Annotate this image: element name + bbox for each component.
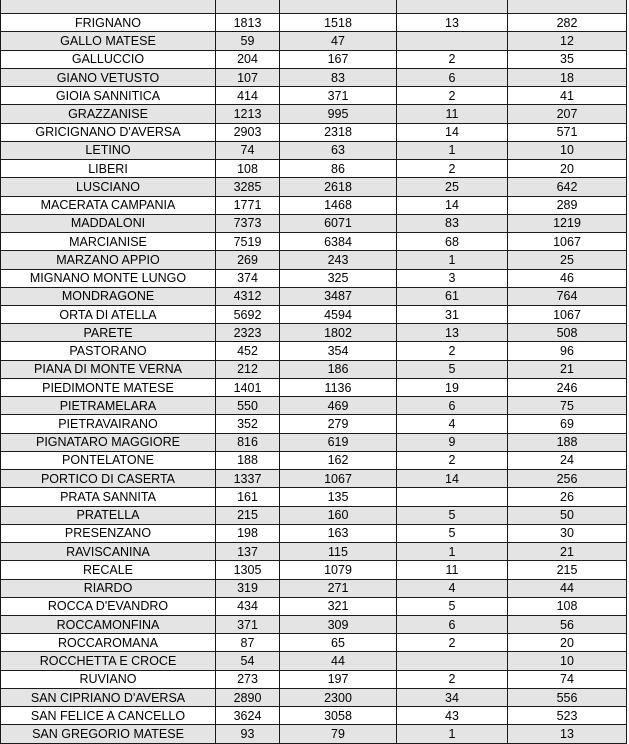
value-cell-2: 309 <box>280 615 397 633</box>
value-cell-1: 1813 <box>216 14 280 32</box>
value-cell-1 <box>216 0 280 14</box>
table-row <box>1 32 627 50</box>
value-cell-3: 1 <box>397 725 508 743</box>
value-cell-3: 43 <box>397 707 508 725</box>
value-cell-3: 5 <box>397 597 508 615</box>
value-cell-1: 2323 <box>216 324 280 342</box>
table-row <box>1 14 627 32</box>
municipality-cell: MARZANO APPIO <box>1 251 216 269</box>
value-cell-3: 2 <box>397 451 508 469</box>
municipality-cell: ROCCHETTA E CROCE <box>1 652 216 670</box>
municipality-cell: PIANA DI MONTE VERNA <box>1 360 216 378</box>
municipality-cell: MACERATA CAMPANIA <box>1 196 216 214</box>
municipality-cell: MARCIANISE <box>1 233 216 251</box>
municipality-cell: PRATELLA <box>1 506 216 524</box>
value-cell-3: 5 <box>397 506 508 524</box>
value-cell-3: 14 <box>397 470 508 488</box>
table-row <box>1 342 627 360</box>
municipality-cell: RUVIANO <box>1 670 216 688</box>
value-cell-1: 1305 <box>216 561 280 579</box>
value-cell-2: 321 <box>280 597 397 615</box>
value-cell-4: 20 <box>508 634 627 652</box>
table-row <box>1 178 627 196</box>
table-row <box>1 670 627 688</box>
value-cell-4: 26 <box>508 488 627 506</box>
value-cell-2: 1067 <box>280 470 397 488</box>
value-cell-3: 11 <box>397 561 508 579</box>
value-cell-4: 188 <box>508 433 627 451</box>
table-row <box>1 688 627 706</box>
table-row <box>1 287 627 305</box>
value-cell-3: 2 <box>397 50 508 68</box>
value-cell-2 <box>280 0 397 14</box>
municipality-cell: GALLO MATESE <box>1 32 216 50</box>
value-cell-1: 269 <box>216 251 280 269</box>
value-cell-4: 764 <box>508 287 627 305</box>
value-cell-3: 19 <box>397 378 508 396</box>
value-cell-3: 68 <box>397 233 508 251</box>
value-cell-3: 13 <box>397 324 508 342</box>
table-row <box>1 214 627 232</box>
value-cell-4: 1067 <box>508 233 627 251</box>
value-cell-2: 271 <box>280 579 397 597</box>
value-cell-2: 469 <box>280 397 397 415</box>
value-cell-4: 215 <box>508 561 627 579</box>
table-row <box>1 470 627 488</box>
municipality-cell: MADDALONI <box>1 214 216 232</box>
value-cell-4: 35 <box>508 50 627 68</box>
value-cell-2: 2618 <box>280 178 397 196</box>
value-cell-3: 1 <box>397 251 508 269</box>
value-cell-4: 289 <box>508 196 627 214</box>
value-cell-3: 13 <box>397 14 508 32</box>
table-row <box>1 141 627 159</box>
value-cell-3 <box>397 0 508 14</box>
municipality-cell: PIETRAMELARA <box>1 397 216 415</box>
table-row <box>1 597 627 615</box>
table-row <box>1 543 627 561</box>
value-cell-4: 282 <box>508 14 627 32</box>
value-cell-1: 87 <box>216 634 280 652</box>
value-cell-4: 108 <box>508 597 627 615</box>
municipality-cell: RIARDO <box>1 579 216 597</box>
value-cell-1: 452 <box>216 342 280 360</box>
value-cell-1: 816 <box>216 433 280 451</box>
value-cell-2: 371 <box>280 87 397 105</box>
value-cell-4: 69 <box>508 415 627 433</box>
value-cell-2: 6384 <box>280 233 397 251</box>
municipality-cell: PRESENZANO <box>1 524 216 542</box>
value-cell-4: 20 <box>508 160 627 178</box>
municipality-cell <box>1 0 216 14</box>
value-cell-2: 1518 <box>280 14 397 32</box>
table-row <box>1 725 627 743</box>
municipality-cell: ROCCAROMANA <box>1 634 216 652</box>
value-cell-3 <box>397 652 508 670</box>
value-cell-1: 215 <box>216 506 280 524</box>
value-cell-1: 93 <box>216 725 280 743</box>
municipality-cell: SAN CIPRIANO D'AVERSA <box>1 688 216 706</box>
value-cell-4: 96 <box>508 342 627 360</box>
value-cell-2: 6071 <box>280 214 397 232</box>
municipality-cell: LIBERI <box>1 160 216 178</box>
value-cell-2: 325 <box>280 269 397 287</box>
table-row <box>1 87 627 105</box>
value-cell-3: 34 <box>397 688 508 706</box>
table-row <box>1 105 627 123</box>
value-cell-2: 160 <box>280 506 397 524</box>
value-cell-3: 6 <box>397 615 508 633</box>
municipality-cell: MIGNANO MONTE LUNGO <box>1 269 216 287</box>
value-cell-2: 4594 <box>280 305 397 323</box>
table-row <box>1 305 627 323</box>
municipality-cell: GRAZZANISE <box>1 105 216 123</box>
value-cell-1: 74 <box>216 141 280 159</box>
municipality-cell: PIGNATARO MAGGIORE <box>1 433 216 451</box>
value-cell-4: 642 <box>508 178 627 196</box>
value-cell-4: 21 <box>508 360 627 378</box>
value-cell-1: 5692 <box>216 305 280 323</box>
value-cell-1: 7373 <box>216 214 280 232</box>
municipality-cell: ROCCAMONFINA <box>1 615 216 633</box>
value-cell-1: 161 <box>216 488 280 506</box>
value-cell-3: 31 <box>397 305 508 323</box>
municipality-cell: GIANO VETUSTO <box>1 68 216 86</box>
municipality-cell: PIEDIMONTE MATESE <box>1 378 216 396</box>
value-cell-3: 5 <box>397 524 508 542</box>
value-cell-3: 1 <box>397 141 508 159</box>
value-cell-2: 163 <box>280 524 397 542</box>
value-cell-2: 2300 <box>280 688 397 706</box>
value-cell-4: 523 <box>508 707 627 725</box>
table-row <box>1 196 627 214</box>
municipality-cell: LUSCIANO <box>1 178 216 196</box>
value-cell-3: 9 <box>397 433 508 451</box>
value-cell-1: 414 <box>216 87 280 105</box>
table-row <box>1 50 627 68</box>
municipality-cell: PONTELATONE <box>1 451 216 469</box>
value-cell-1: 1213 <box>216 105 280 123</box>
value-cell-1: 3285 <box>216 178 280 196</box>
table-body <box>1 0 627 743</box>
value-cell-1: 54 <box>216 652 280 670</box>
table-row <box>1 579 627 597</box>
value-cell-1: 108 <box>216 160 280 178</box>
value-cell-2: 619 <box>280 433 397 451</box>
value-cell-2: 2318 <box>280 123 397 141</box>
value-cell-4: 21 <box>508 543 627 561</box>
value-cell-4: 12 <box>508 32 627 50</box>
value-cell-4: 41 <box>508 87 627 105</box>
value-cell-4: 75 <box>508 397 627 415</box>
value-cell-3: 4 <box>397 579 508 597</box>
value-cell-2: 354 <box>280 342 397 360</box>
municipality-cell: PIETRAVAIRANO <box>1 415 216 433</box>
value-cell-4: 74 <box>508 670 627 688</box>
value-cell-3: 6 <box>397 68 508 86</box>
value-cell-3: 2 <box>397 87 508 105</box>
value-cell-1: 204 <box>216 50 280 68</box>
table-row <box>1 0 627 14</box>
table-row <box>1 123 627 141</box>
value-cell-4: 256 <box>508 470 627 488</box>
value-cell-2: 44 <box>280 652 397 670</box>
value-cell-3: 61 <box>397 287 508 305</box>
value-cell-3: 1 <box>397 543 508 561</box>
value-cell-1: 198 <box>216 524 280 542</box>
table-row <box>1 324 627 342</box>
value-cell-4: 30 <box>508 524 627 542</box>
value-cell-1: 137 <box>216 543 280 561</box>
value-cell-2: 83 <box>280 68 397 86</box>
value-cell-2: 279 <box>280 415 397 433</box>
value-cell-4: 1067 <box>508 305 627 323</box>
value-cell-3: 3 <box>397 269 508 287</box>
value-cell-3: 14 <box>397 196 508 214</box>
value-cell-2: 47 <box>280 32 397 50</box>
value-cell-2: 162 <box>280 451 397 469</box>
value-cell-3 <box>397 488 508 506</box>
value-cell-3: 83 <box>397 214 508 232</box>
value-cell-2: 1079 <box>280 561 397 579</box>
table-row <box>1 397 627 415</box>
table-row <box>1 378 627 396</box>
value-cell-1: 59 <box>216 32 280 50</box>
municipality-cell: PORTICO DI CASERTA <box>1 470 216 488</box>
municipality-cell: SAN FELICE A CANCELLO <box>1 707 216 725</box>
value-cell-4: 13 <box>508 725 627 743</box>
table-row <box>1 251 627 269</box>
value-cell-4: 556 <box>508 688 627 706</box>
table-row <box>1 561 627 579</box>
municipality-cell: PARETE <box>1 324 216 342</box>
value-cell-3: 2 <box>397 160 508 178</box>
municipality-cell: PASTORANO <box>1 342 216 360</box>
value-cell-4: 1219 <box>508 214 627 232</box>
value-cell-3: 5 <box>397 360 508 378</box>
value-cell-1: 212 <box>216 360 280 378</box>
table-row <box>1 269 627 287</box>
value-cell-4: 508 <box>508 324 627 342</box>
table-row <box>1 415 627 433</box>
value-cell-2: 186 <box>280 360 397 378</box>
value-cell-1: 2890 <box>216 688 280 706</box>
value-cell-2: 3487 <box>280 287 397 305</box>
value-cell-2: 3058 <box>280 707 397 725</box>
value-cell-3 <box>397 32 508 50</box>
value-cell-4: 10 <box>508 652 627 670</box>
value-cell-4: 18 <box>508 68 627 86</box>
table-row <box>1 160 627 178</box>
value-cell-2: 197 <box>280 670 397 688</box>
municipality-cell: GRICIGNANO D'AVERSA <box>1 123 216 141</box>
value-cell-4 <box>508 0 627 14</box>
value-cell-1: 352 <box>216 415 280 433</box>
value-cell-1: 3624 <box>216 707 280 725</box>
value-cell-1: 550 <box>216 397 280 415</box>
table-row <box>1 233 627 251</box>
value-cell-2: 167 <box>280 50 397 68</box>
table-row <box>1 707 627 725</box>
value-cell-2: 65 <box>280 634 397 652</box>
value-cell-1: 188 <box>216 451 280 469</box>
table-row <box>1 488 627 506</box>
value-cell-1: 7519 <box>216 233 280 251</box>
value-cell-4: 46 <box>508 269 627 287</box>
value-cell-2: 1136 <box>280 378 397 396</box>
value-cell-3: 2 <box>397 342 508 360</box>
value-cell-1: 374 <box>216 269 280 287</box>
value-cell-3: 14 <box>397 123 508 141</box>
table-row <box>1 634 627 652</box>
value-cell-4: 571 <box>508 123 627 141</box>
value-cell-1: 371 <box>216 615 280 633</box>
table-row <box>1 524 627 542</box>
municipality-cell: GIOIA SANNITICA <box>1 87 216 105</box>
municipality-cell: RAVISCANINA <box>1 543 216 561</box>
value-cell-3: 2 <box>397 634 508 652</box>
value-cell-3: 25 <box>397 178 508 196</box>
municipality-cell: MONDRAGONE <box>1 287 216 305</box>
municipality-cell: SAN GREGORIO MATESE <box>1 725 216 743</box>
value-cell-1: 1771 <box>216 196 280 214</box>
table-row <box>1 360 627 378</box>
table-row <box>1 68 627 86</box>
value-cell-1: 2903 <box>216 123 280 141</box>
table-row <box>1 506 627 524</box>
value-cell-1: 434 <box>216 597 280 615</box>
municipality-cell: GALLUCCIO <box>1 50 216 68</box>
municipality-cell: PRATA SANNITA <box>1 488 216 506</box>
table-row <box>1 433 627 451</box>
municipality-cell: RECALE <box>1 561 216 579</box>
value-cell-4: 246 <box>508 378 627 396</box>
value-cell-3: 4 <box>397 415 508 433</box>
table-row <box>1 615 627 633</box>
value-cell-3: 2 <box>397 670 508 688</box>
value-cell-2: 1468 <box>280 196 397 214</box>
value-cell-1: 107 <box>216 68 280 86</box>
value-cell-1: 1337 <box>216 470 280 488</box>
value-cell-3: 6 <box>397 397 508 415</box>
value-cell-3: 11 <box>397 105 508 123</box>
value-cell-1: 4312 <box>216 287 280 305</box>
value-cell-4: 10 <box>508 141 627 159</box>
value-cell-2: 243 <box>280 251 397 269</box>
value-cell-2: 86 <box>280 160 397 178</box>
value-cell-1: 273 <box>216 670 280 688</box>
value-cell-1: 319 <box>216 579 280 597</box>
value-cell-2: 1802 <box>280 324 397 342</box>
municipality-cell: ORTA DI ATELLA <box>1 305 216 323</box>
municipality-cell: LETINO <box>1 141 216 159</box>
value-cell-4: 44 <box>508 579 627 597</box>
value-cell-2: 79 <box>280 725 397 743</box>
value-cell-4: 50 <box>508 506 627 524</box>
value-cell-2: 995 <box>280 105 397 123</box>
value-cell-4: 207 <box>508 105 627 123</box>
municipality-cell: ROCCA D'EVANDRO <box>1 597 216 615</box>
value-cell-2: 115 <box>280 543 397 561</box>
value-cell-4: 25 <box>508 251 627 269</box>
table-row <box>1 451 627 469</box>
value-cell-4: 56 <box>508 615 627 633</box>
value-cell-4: 24 <box>508 451 627 469</box>
value-cell-1: 1401 <box>216 378 280 396</box>
table-row <box>1 652 627 670</box>
value-cell-2: 63 <box>280 141 397 159</box>
value-cell-2: 135 <box>280 488 397 506</box>
municipality-cell: FRIGNANO <box>1 14 216 32</box>
